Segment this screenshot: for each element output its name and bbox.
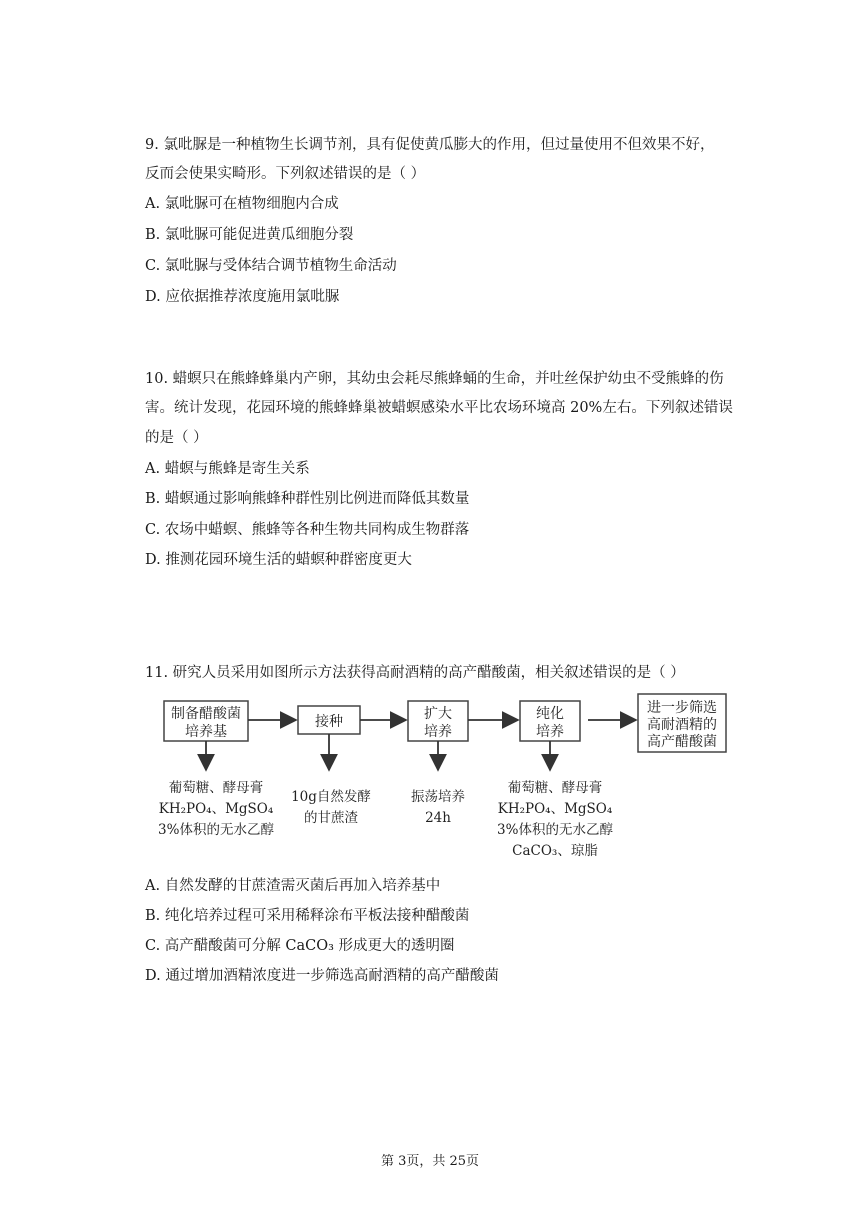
option-a: A. 自然发酵的甘蔗渣需灭菌后再加入培养基中 xyxy=(145,878,441,894)
note-1-line-1: 葡萄糖、酵母膏 xyxy=(168,780,264,796)
question-stem-line: 的是（ ） xyxy=(145,430,208,446)
step-5-line-2: 高耐酒精的 xyxy=(647,717,717,733)
note-2-line-2: 的甘蔗渣 xyxy=(304,810,358,826)
note-1-line-3: 3%体积的无水乙醇 xyxy=(158,822,274,838)
step-2-line-1: 接种 xyxy=(315,714,343,730)
step-5-line-3: 高产醋酸菌 xyxy=(647,734,717,750)
note-1-line-2: KH₂PO₄、MgSO₄ xyxy=(158,801,274,817)
step-1-line-2: 培养基 xyxy=(185,724,227,740)
option-a: A. 蜡螟与熊蜂是寄生关系 xyxy=(145,461,310,477)
note-4-line-1: 葡萄糖、酵母膏 xyxy=(507,780,603,796)
note-3-line-1: 振荡培养 xyxy=(411,789,465,805)
option-a: A. 氯吡脲可在植物细胞内合成 xyxy=(145,196,339,212)
question-stem-line: 害。统计发现，花园环境的熊蜂蜂巢被蜡螟感染水平比农场环境高 20%左右。下列叙述错误 xyxy=(145,400,733,416)
option-c: C. 高产醋酸菌可分解 CaCO₃ 形成更大的透明圈 xyxy=(145,938,455,954)
step-4-line-1: 纯化 xyxy=(536,706,564,722)
note-3-line-2: 24h xyxy=(425,810,451,826)
option-b: B. 氯吡脲可能促进黄瓜细胞分裂 xyxy=(145,227,354,243)
question-stem-line: 11. 研究人员采用如图所示方法获得高耐酒精的高产醋酸菌，相关叙述错误的是（ ） xyxy=(145,665,685,681)
step-5-line-1: 进一步筛选 xyxy=(647,700,717,716)
option-b: B. 蜡螟通过影响熊蜂种群性别比例进而降低其数量 xyxy=(145,491,470,507)
note-2-line-1: 10g自然发酵 xyxy=(291,789,371,805)
option-d: D. 推测花园环境生活的蜡螟种群密度更大 xyxy=(145,552,412,568)
flowchart-diagram xyxy=(0,690,860,870)
option-d: D. 通过增加酒精浓度进一步筛选高耐酒精的高产醋酸菌 xyxy=(145,968,499,984)
option-c: C. 农场中蜡螟、熊蜂等各种生物共同构成生物群落 xyxy=(145,522,470,538)
step-1-line-1: 制备醋酸菌 xyxy=(171,706,241,722)
step-3-line-2: 培养 xyxy=(424,724,452,740)
note-4-line-4: CaCO₃、琼脂 xyxy=(512,843,598,859)
step-3-line-1: 扩大 xyxy=(424,706,452,722)
option-b: B. 纯化培养过程可采用稀释涂布平板法接种醋酸菌 xyxy=(145,908,470,924)
question-stem-line: 10. 蜡螟只在熊蜂蜂巢内产卵，其幼虫会耗尽熊蜂蛹的生命，并吐丝保护幼虫不受熊蜂的伤 xyxy=(145,371,724,387)
option-c: C. 氯吡脲与受体结合调节植物生命活动 xyxy=(145,258,397,274)
option-d: D. 应依据推荐浓度施用氯吡脲 xyxy=(145,289,340,305)
page-footer: 第 3页，共 25页 xyxy=(380,1154,480,1169)
question-stem-line: 9. 氯吡脲是一种植物生长调节剂，具有促使黄瓜膨大的作用，但过量使用不但效果不好， xyxy=(145,137,715,153)
note-4-line-2: KH₂PO₄、MgSO₄ xyxy=(497,801,613,817)
question-stem-line: 反而会使果实畸形。下列叙述错误的是（ ） xyxy=(145,166,426,182)
note-4-line-3: 3%体积的无水乙醇 xyxy=(497,822,613,838)
step-4-line-2: 培养 xyxy=(536,724,564,740)
